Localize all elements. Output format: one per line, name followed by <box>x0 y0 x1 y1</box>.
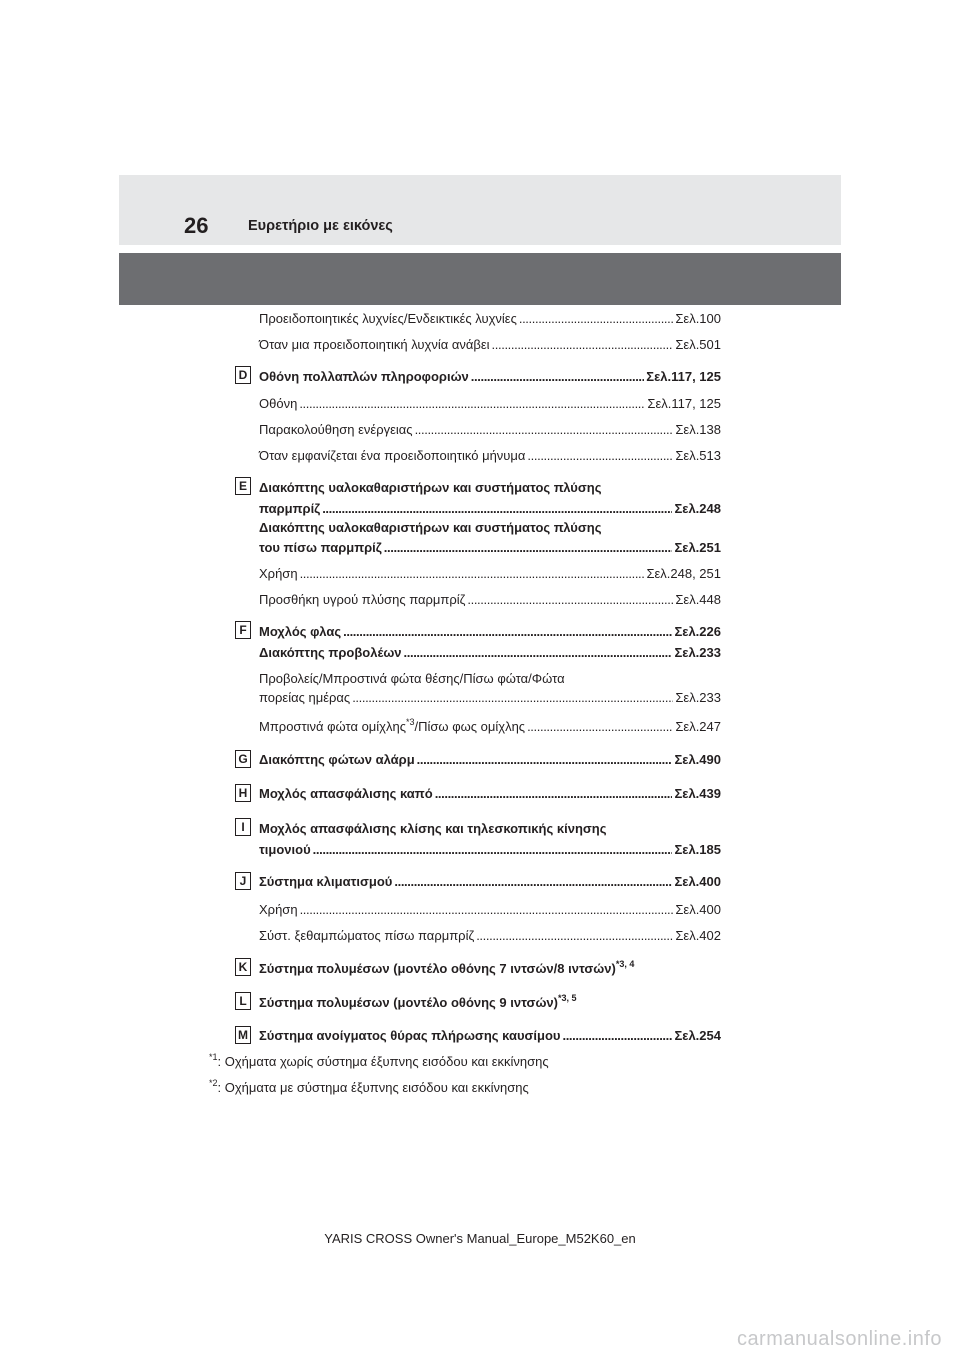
index-entry: Μοχλός φλας . . . Σελ.226 <box>259 622 721 642</box>
index-entry: Χρήση . . . Σελ.248, 251 <box>259 564 721 584</box>
index-entry: πορείας ημέρας . . . Σελ.233 <box>259 688 721 708</box>
page-footer: YARIS CROSS Owner's Manual_Europe_M52K60_en <box>324 1231 636 1246</box>
index-entry: τιμονιού . . . Σελ.185 <box>259 840 721 860</box>
index-entry: του πίσω παρμπρίζ . . . Σελ.251 <box>259 538 721 558</box>
section-label-k: K <box>235 958 251 976</box>
section-label-g: G <box>235 750 251 768</box>
index-entry: παρμπρίζ . . . Σελ.248 <box>259 499 721 519</box>
section-label-f: F <box>235 621 251 639</box>
header-bar <box>119 175 841 245</box>
index-entry: Σύστημα κλιματισμού . . . Σελ.400 <box>259 872 721 892</box>
index-entry: Προσθήκη υγρού πλύσης παρμπρίζ . . . Σελ.448 <box>259 590 721 610</box>
index-entry: Οθόνη . . . Σελ.117, 125 <box>259 394 721 414</box>
section-label-i: I <box>235 818 251 836</box>
index-entry: Μοχλός απασφάλισης καπό . . . Σελ.439 <box>259 784 721 804</box>
index-entry: Μπροστινά φώτα ομίχλης$^{*3}$/Πίσω φως ομίχλης . . . Σελ.247 <box>259 717 721 737</box>
index-entry: Διακόπτης προβολέων . . . Σελ.233 <box>259 643 721 663</box>
index-entry: Όταν μια προειδοποιητική λυχνία ανάβει . . . Σελ.501 <box>259 335 721 355</box>
index-entry: Σύστημα πολυμέσων (μοντέλο οθόνης 9 ιντσών)$^{*3, 5}$ <box>259 992 577 1010</box>
page-title: Ευρετήριο με εικόνες <box>248 218 393 234</box>
index-entry: Παρακολούθηση ενέργειας . . . Σελ.138 <box>259 420 721 440</box>
section-label-m: M <box>235 1026 251 1044</box>
page-number: 26 <box>184 213 209 238</box>
index-entry-line: Μοχλός απασφάλισης κλίσης και τηλεσκοπικής κίνησης <box>259 821 607 836</box>
watermark: carmanualsonline.info <box>736 1328 942 1350</box>
index-entry: Όταν εμφανίζεται ένα προειδοποιητικό μήνυμα . . . Σελ.513 <box>259 446 721 466</box>
section-label-j: J <box>235 872 251 890</box>
index-entry: Σύστ. ξεθαμπώματος πίσω παρμπρίζ . . . Σελ.402 <box>259 926 721 946</box>
index-entry: Οθόνη πολλαπλών πληροφοριών . . . Σελ.117, 125 <box>259 367 721 387</box>
section-label-d: D <box>235 366 251 384</box>
footnote: $^{*2}$: Οχήματα με σύστημα έξυπνης εισόδου και εκκίνησης <box>209 1077 529 1095</box>
index-entry-line: Προβολείς/Μπροστινά φώτα θέσης/Πίσω φώτα/Φώτα <box>259 671 565 686</box>
index-entry-line: Διακόπτης υαλοκαθαριστήρων και συστήματος πλύσης <box>259 480 602 495</box>
section-label-h: H <box>235 784 251 802</box>
index-entry: Προειδοποιητικές λυχνίες/Ενδεικτικές λυχνίες . . . Σελ.100 <box>259 309 721 329</box>
index-entry: Σύστημα πολυμέσων (μοντέλο οθόνης 7 ιντσών/8 ιντσών)$^{*3, 4}$ <box>259 958 635 976</box>
section-label-l: L <box>235 992 251 1010</box>
index-entry-line: Διακόπτης υαλοκαθαριστήρων και συστήματος πλύσης <box>259 520 602 535</box>
illustration-band <box>119 253 841 305</box>
index-entry: Διακόπτης φώτων αλάρμ . . . Σελ.490 <box>259 750 721 770</box>
footnote: $^{*1}$: Οχήματα χωρίς σύστημα έξυπνης εισόδου και εκκίνησης <box>209 1051 549 1069</box>
index-entry: Χρήση . . . Σελ.400 <box>259 900 721 920</box>
section-label-e: E <box>235 477 251 495</box>
index-entry: Σύστημα ανοίγματος θύρας πλήρωσης καυσίμου . . . Σελ.254 <box>259 1026 721 1046</box>
